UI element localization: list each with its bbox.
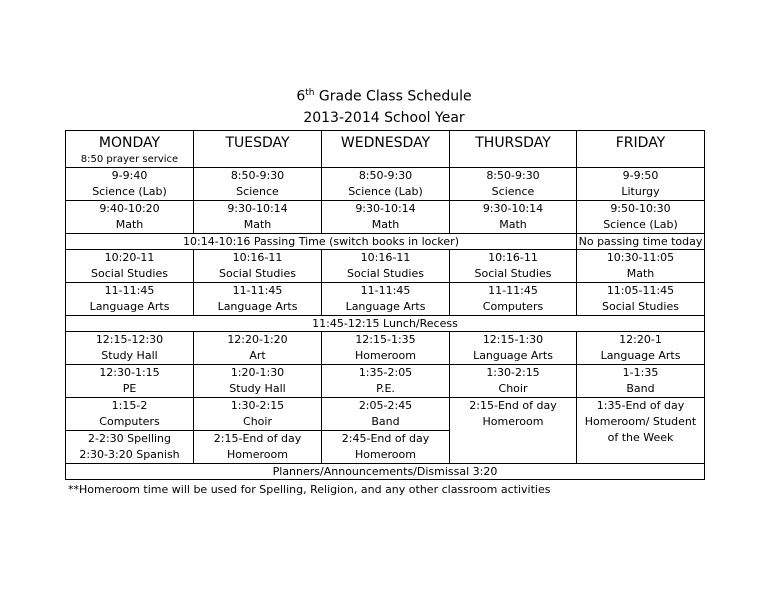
- schedule-cell: 2:05-2:45 Band: [322, 398, 450, 431]
- schedule-title: [0, 88, 768, 105]
- schedule-cell: 1:35-2:05 P.E.: [322, 365, 450, 398]
- grade-superscript: th: [305, 88, 315, 98]
- schedule-cell: 10:16-11 Social Studies: [322, 250, 450, 283]
- monday-note: 8:50 prayer service: [80, 154, 179, 165]
- title-rest: Grade Class Schedule: [314, 88, 472, 105]
- table-row: [66, 332, 705, 365]
- schedule-cell: 11-11:45 Language Arts: [66, 283, 194, 316]
- schedule-cell: 2:45-End of day Homeroom: [322, 431, 450, 464]
- schedule-cell: 10:16-11 Social Studies: [450, 250, 577, 283]
- schedule-cell: 12:20-1:20 Art: [194, 332, 322, 365]
- footnote: **Homeroom time will be used for Spelling, Religion, and any other classroom activities: [68, 483, 551, 496]
- schedule-cell: 2-2:30 Spelling 2:30-3:20 Spanish: [66, 431, 194, 464]
- schedule-cell: 11:05-11:45 Social Studies: [577, 283, 705, 316]
- schedule-cell: 12:30-1:15 PE: [66, 365, 194, 398]
- schedule-cell: 10:20-11 Social Studies: [66, 250, 194, 283]
- schedule-cell: 12:15-12:30 Study Hall: [66, 332, 194, 365]
- school-year: 2013-2014 School Year: [303, 110, 465, 126]
- schedule-cell: 11-11:45 Language Arts: [194, 283, 322, 316]
- dismissal: Planners/Announcements/Dismissal 3:20: [66, 464, 705, 480]
- schedule-cell: 11-11:45 Language Arts: [322, 283, 450, 316]
- schedule-cell: 9-9:40 Science (Lab): [66, 168, 194, 201]
- day-monday: MONDAY 8:50 prayer service: [66, 131, 194, 168]
- table-row: [66, 283, 705, 316]
- grade-number: 6: [296, 88, 306, 105]
- table-row: [66, 250, 705, 283]
- day-friday: FRIDAY: [577, 131, 705, 168]
- no-passing-time: No passing time today: [577, 234, 705, 250]
- table-row: [66, 398, 705, 431]
- header-row: [66, 131, 705, 168]
- schedule-cell: 8:50-9:30 Science: [450, 168, 577, 201]
- lunch-row: [66, 316, 705, 332]
- passing-time: 10:14-10:16 Passing Time (switch books in locker): [66, 234, 577, 250]
- table-row: [66, 201, 705, 234]
- table-row: [66, 168, 705, 201]
- schedule-cell: 2:15-End of day Homeroom: [194, 431, 322, 464]
- schedule-cell: 9:30-10:14 Math: [322, 201, 450, 234]
- schedule-cell: 1-1:35 Band: [577, 365, 705, 398]
- schedule-cell: 9-9:50 Liturgy: [577, 168, 705, 201]
- schedule-cell: 9:40-10:20 Math: [66, 201, 194, 234]
- dismissal-row: [66, 464, 705, 480]
- schedule-cell: 10:30-11:05 Math: [577, 250, 705, 283]
- schedule-cell: 1:30-2:15 Choir: [194, 398, 322, 431]
- schedule-cell: 1:15-2 Computers: [66, 398, 194, 431]
- schedule-table: [65, 130, 705, 480]
- schedule-cell: 8:50-9:30 Science: [194, 168, 322, 201]
- schedule-cell: 2:15-End of day Homeroom: [450, 398, 577, 464]
- lunch-recess: 11:45-12:15 Lunch/Recess: [66, 316, 705, 332]
- schedule-cell: 12:20-1 Language Arts: [577, 332, 705, 365]
- day-wednesday: WEDNESDAY: [322, 131, 450, 168]
- schedule-cell: 10:16-11 Social Studies: [194, 250, 322, 283]
- table-row: [66, 365, 705, 398]
- schedule-cell: 8:50-9:30 Science (Lab): [322, 168, 450, 201]
- passing-time-row: [66, 234, 705, 250]
- schedule-cell: 12:15-1:30 Language Arts: [450, 332, 577, 365]
- schedule-cell: 9:30-10:14 Math: [194, 201, 322, 234]
- schedule-cell: 1:20-1:30 Study Hall: [194, 365, 322, 398]
- schedule-cell: 11-11:45 Computers: [450, 283, 577, 316]
- schedule-cell: 1:30-2:15 Choir: [450, 365, 577, 398]
- schedule-cell: 1:35-End of day Homeroom/ Student of the Week: [577, 398, 705, 464]
- schedule-cell: 12:15-1:35 Homeroom: [322, 332, 450, 365]
- day-tuesday: TUESDAY: [194, 131, 322, 168]
- day-thursday: THURSDAY: [450, 131, 577, 168]
- schedule-cell: 9:30-10:14 Math: [450, 201, 577, 234]
- schedule-cell: 9:50-10:30 Science (Lab): [577, 201, 705, 234]
